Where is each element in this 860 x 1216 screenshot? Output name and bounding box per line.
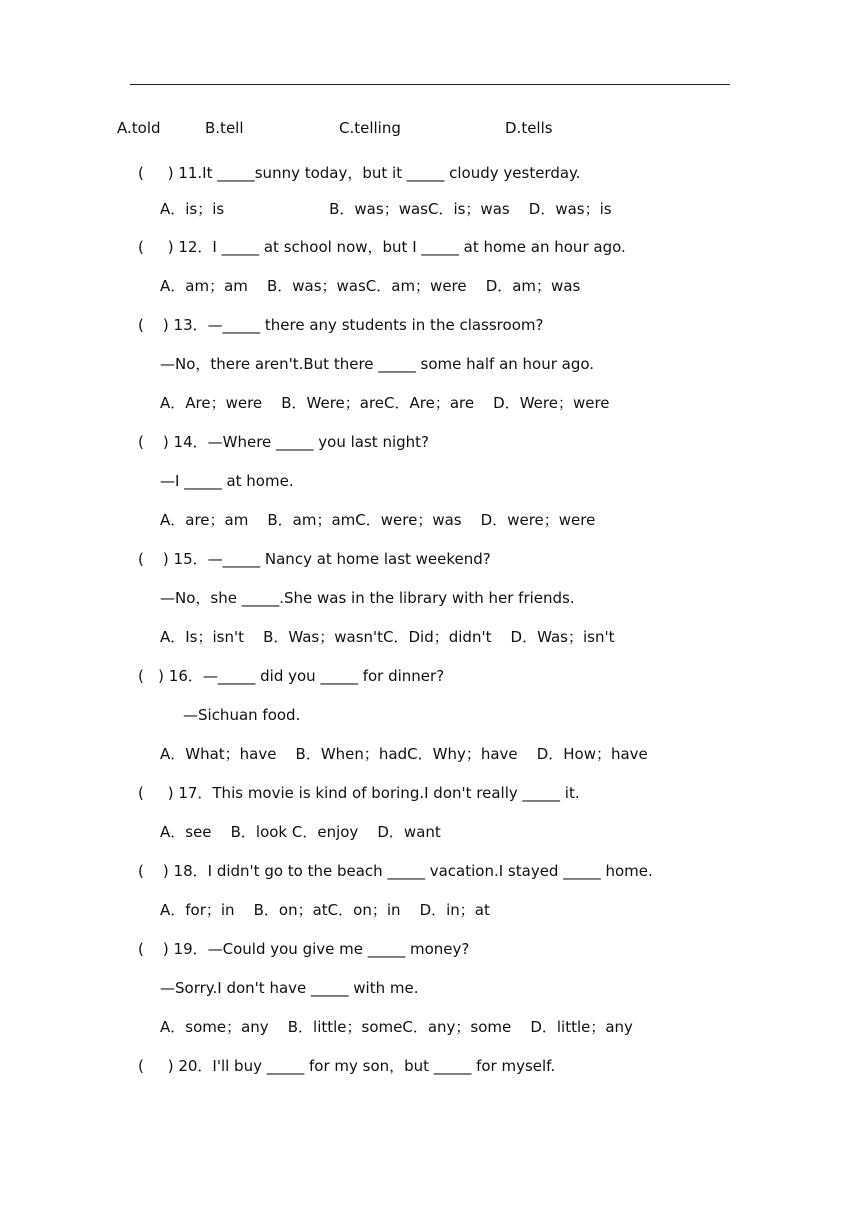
question-16-response: —Sichuan food.: [183, 706, 301, 724]
question-15: ( ) 15．—_____ Nancy at home last weekend?: [138, 550, 491, 568]
question-16: ( ) 16．—_____ did you _____ for dinner?: [138, 667, 445, 685]
question-15-options: A．Is；isn't B．Was；wasn'tC．Did；didn't D．Was；isn't: [160, 628, 615, 646]
header-rule: [130, 84, 730, 85]
question-19-response: —Sorry.I don't have _____ with me.: [160, 979, 419, 997]
option-c: C.telling: [339, 119, 401, 137]
question-14-response: —I _____ at home.: [160, 472, 294, 490]
question-12: ( ) 12．I _____ at school now，but I _____ at home an hour ago.: [138, 238, 626, 256]
question-19-options: A．some；any B．little；someC．any；some D．little；any: [160, 1018, 633, 1036]
question-11: ( ) 11.It _____sunny today，but it _____ cloudy yesterday.: [138, 164, 581, 182]
question-14: ( ) 14．—Where _____ you last night?: [138, 433, 429, 451]
question-14-options: A．are；am B．am；amC．were；was D．were；were: [160, 511, 596, 529]
option-b: B.tell: [205, 119, 244, 137]
question-18-options: A．for；in B．on；atC．on；in D．in；at: [160, 901, 490, 919]
question-13-options: A．Are；were B．Were；areC．Are；are D．Were；were: [160, 394, 610, 412]
question-13-response: —No，there aren't.But there _____ some half an hour ago.: [160, 355, 595, 373]
question-15-response: —No，she _____.She was in the library with her friends.: [160, 589, 575, 607]
question-11-options: A．is；is B．was；wasC．is；was D．was；is: [160, 200, 612, 218]
question-13: ( ) 13．—_____ there any students in the classroom?: [138, 316, 544, 334]
question-18: ( ) 18．I didn't go to the beach _____ vacation.I stayed _____ home.: [138, 862, 653, 880]
option-a: A.told: [117, 119, 161, 137]
option-d: D.tells: [505, 119, 553, 137]
question-12-options: A．am；am B．was；wasC．am；were D．am；was: [160, 277, 581, 295]
question-17-options: A．see B．look C．enjoy D．want: [160, 823, 441, 841]
question-19: ( ) 19．—Could you give me _____ money?: [138, 940, 470, 958]
question-16-options: A．What；have B．When；hadC．Why；have D．How；have: [160, 745, 648, 763]
question-17: ( ) 17．This movie is kind of boring.I don't really _____ it.: [138, 784, 580, 802]
question-20: ( ) 20．I'll buy _____ for my son，but _____ for myself.: [138, 1057, 556, 1075]
